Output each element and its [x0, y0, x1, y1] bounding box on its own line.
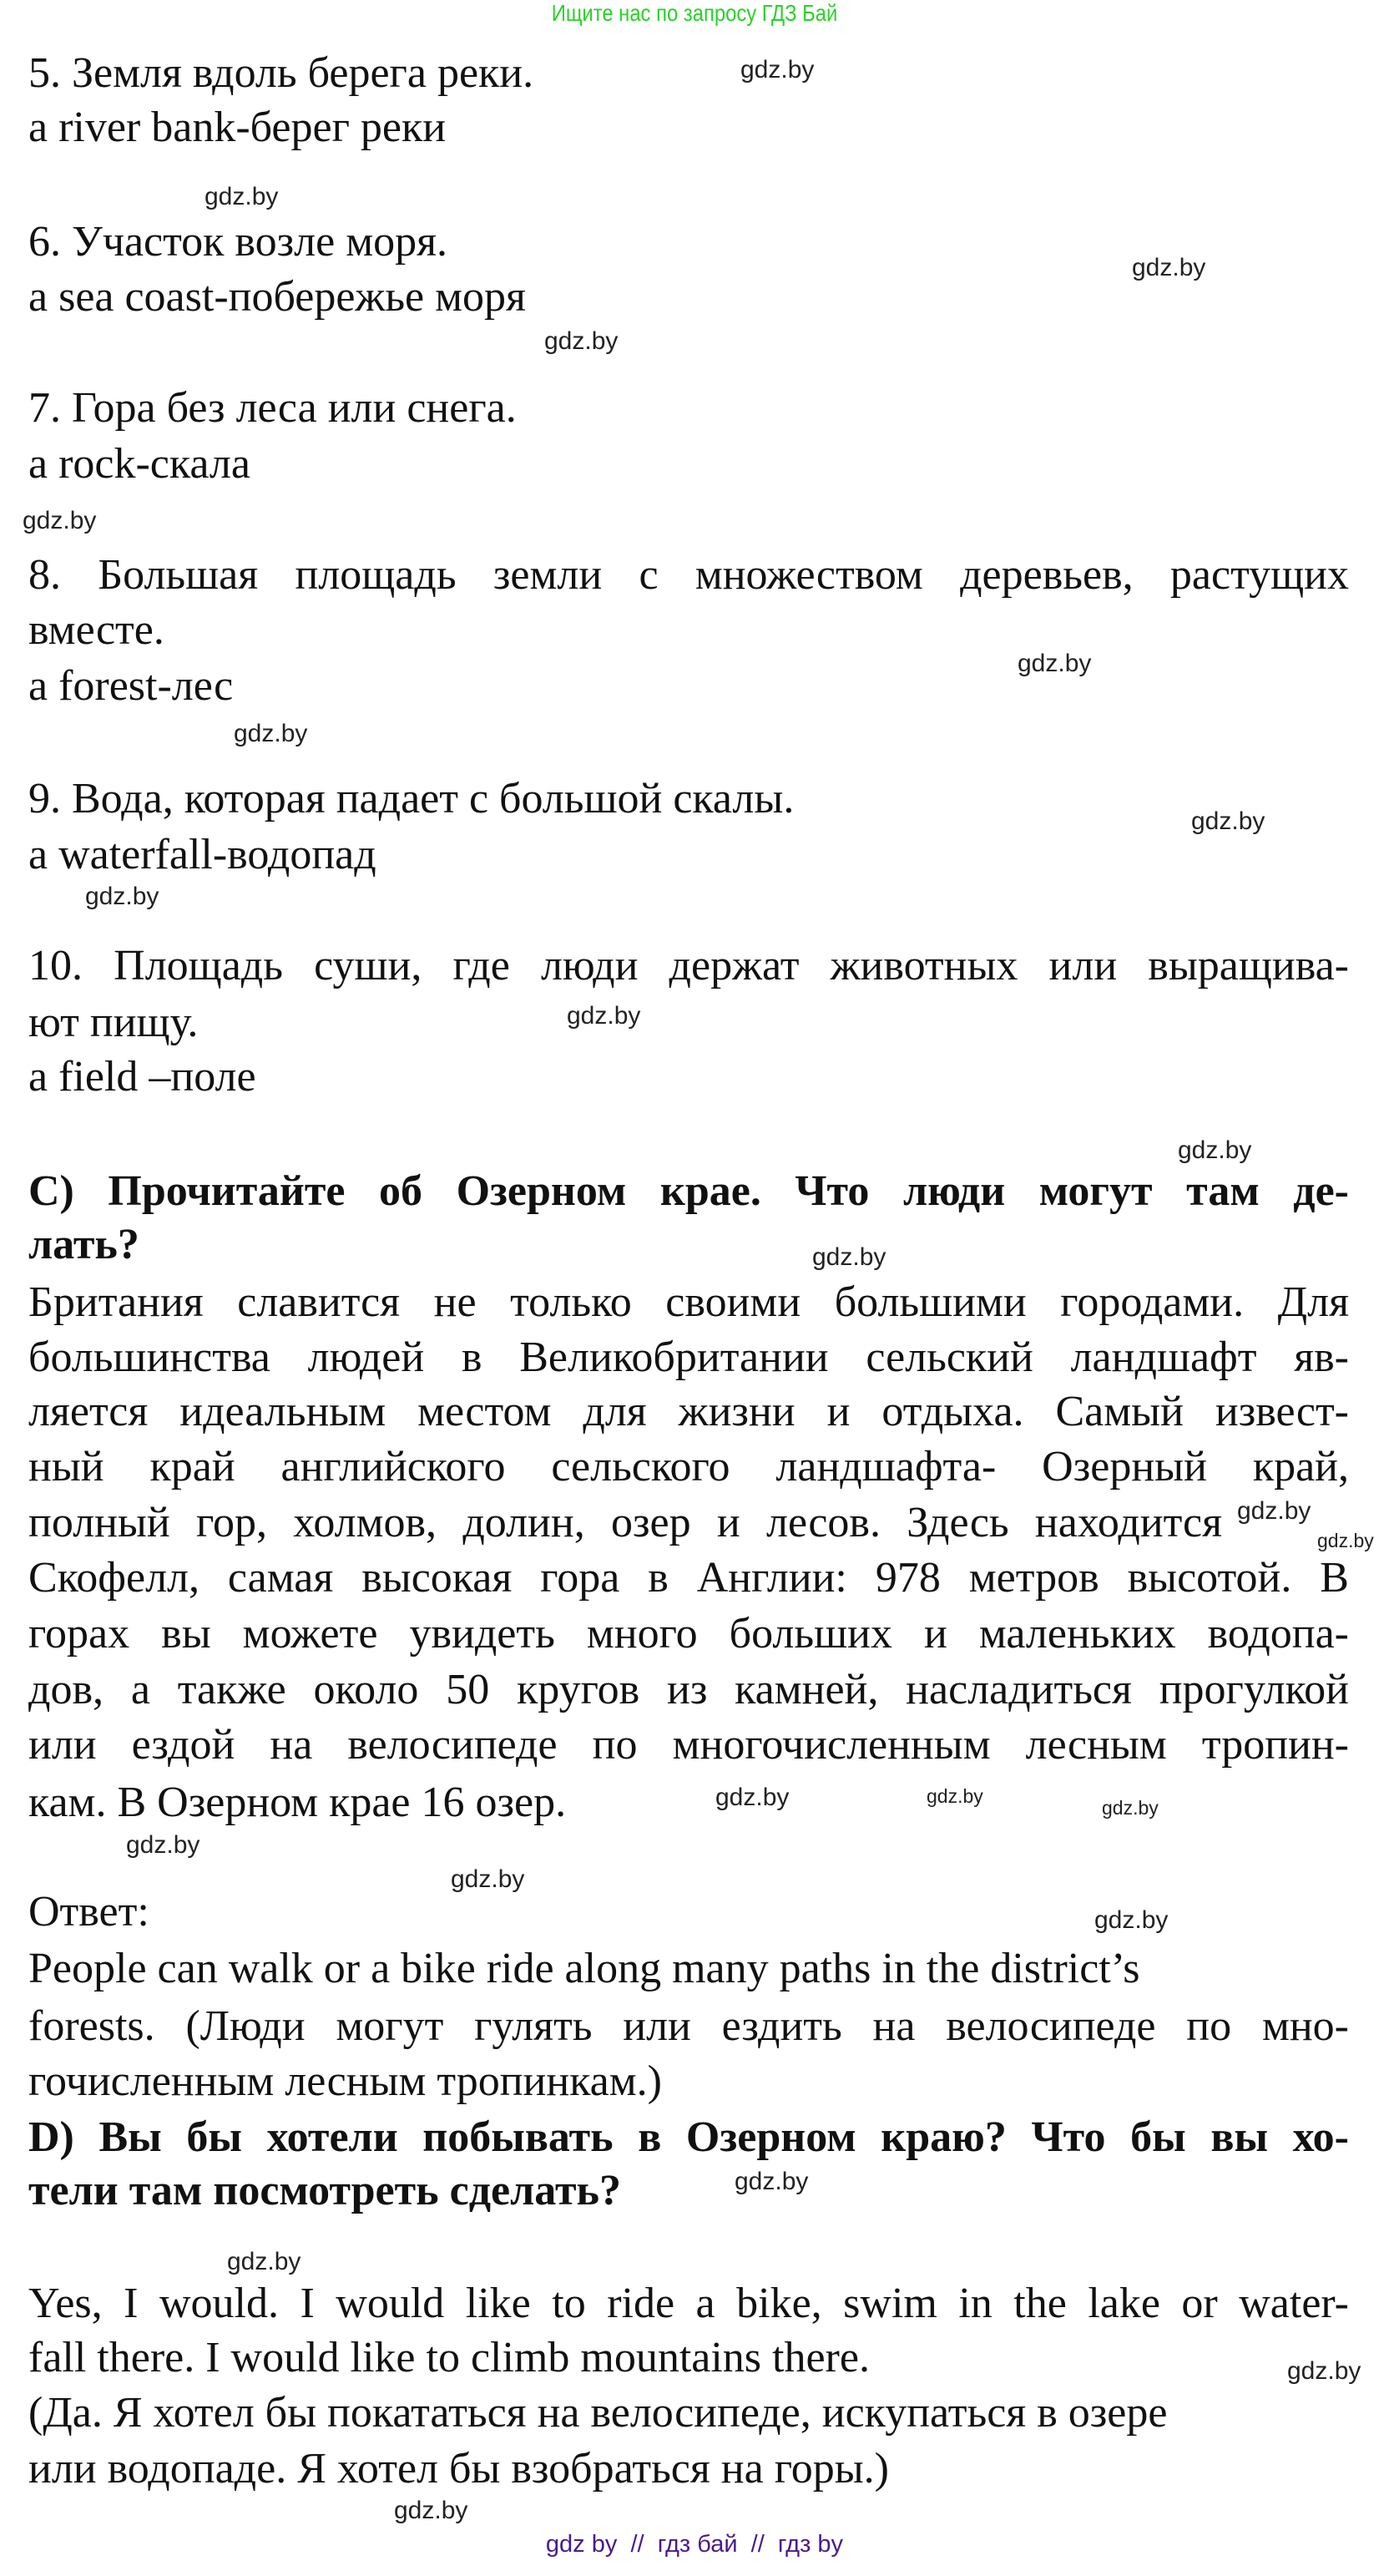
text-line: a forest-лес — [28, 662, 234, 710]
watermark: gdz.by — [23, 507, 97, 534]
text-line: a rock-скала — [28, 440, 250, 488]
text-line: Британия славится не только своими большими городами. Для — [28, 1278, 1349, 1326]
watermark: gdz.by — [394, 2497, 468, 2524]
watermark: gdz.by — [85, 883, 159, 910]
text-line: гочисленным лесным тропинкам.) — [28, 2057, 662, 2105]
text-line: горах вы можете увидеть много больших и маленьких водопа- — [28, 1610, 1349, 1657]
watermark: gdz.by — [1178, 1136, 1252, 1164]
watermark: gdz.by — [735, 2168, 809, 2195]
section-d-heading: тели там посмотреть сделать? — [28, 2167, 621, 2214]
answer-label: Ответ: — [28, 1888, 149, 1936]
watermark: gdz.by — [1132, 254, 1206, 281]
watermark: gdz.by — [227, 2248, 301, 2275]
text-line: полный гор, холмов, долин, озер и лесов. Здесь находится — [28, 1499, 1222, 1546]
text-line: a waterfall-водопад — [28, 831, 376, 878]
text-line: кам. В Озерном крае 16 озер. — [28, 1779, 567, 1826]
text-line: Скофелл, самая высокая гора в Англии: 978 метров высотой. В — [28, 1554, 1349, 1602]
text-line: a river bank-берег реки — [28, 104, 447, 151]
text-line: 6. Участок возле моря. — [28, 218, 448, 266]
text-line: 7. Гора без леса или снега. — [28, 384, 517, 432]
text-line: forests. (Люди могут гулять или ездить на велосипеде по мно- — [28, 2002, 1349, 2050]
watermark: gdz.by — [927, 1785, 983, 1807]
text-line: a field –поле — [28, 1053, 256, 1101]
site-footer: gdz by // гдз бай // гдз by — [545, 2531, 844, 2558]
watermark: gdz.by — [1102, 1797, 1159, 1819]
watermark: gdz.by — [1317, 1530, 1374, 1551]
section-c-heading: лать? — [28, 1221, 139, 1268]
text-line: People can walk or a bike ride along many paths in the district’s — [28, 1945, 1140, 1992]
section-d-heading: D) Вы бы хотели побывать в Озерном краю? Что бы вы хо- — [28, 2113, 1349, 2161]
watermark: gdz.by — [812, 1243, 886, 1271]
watermark: gdz.by — [715, 1784, 790, 1811]
text-line: 5. Земля вдоль берега реки. — [28, 49, 534, 97]
text-line: или водопаде. Я хотел бы взобраться на горы.) — [28, 2445, 889, 2492]
watermark: gdz.by — [1237, 1497, 1311, 1525]
text-line: 9. Вода, которая падает с большой скалы. — [28, 775, 795, 822]
text-line: a sea coast-побережье моря — [28, 273, 526, 321]
text-line: вместе. — [28, 606, 164, 654]
text-line: Yes, I would. I would like to ride a bike, swim in the lake or water- — [28, 2280, 1349, 2327]
text-line: (Да. Я хотел бы покататься на велосипеде, искупаться в озере — [28, 2389, 1168, 2437]
watermark: gdz.by — [1094, 1906, 1169, 1934]
text-line: ляется идеальным местом для жизни и отдыха. Самый извест- — [28, 1388, 1349, 1435]
text-line: 8. Большая площадь земли с множеством деревьев, растущих — [28, 551, 1349, 599]
text-line: дов, а также около 50 кругов из камней, насладиться прогулкой — [28, 1666, 1349, 1713]
text-line: большинства людей в Великобритании сельский ландшафт яв- — [28, 1334, 1349, 1381]
watermark: gdz.by — [1287, 2357, 1361, 2385]
watermark: gdz.by — [234, 720, 308, 747]
search-hint-header: Ищите нас по запросу ГДЗ Бай — [551, 0, 838, 26]
watermark: gdz.by — [1018, 650, 1092, 677]
text-line: 10. Площадь суши, где люди держат животных или выращива- — [28, 942, 1349, 989]
watermark: gdz.by — [451, 1865, 525, 1893]
watermark: gdz.by — [567, 1002, 641, 1030]
text-line: ный край английского сельского ландшафта- Озерный край, — [28, 1443, 1349, 1490]
watermark: gdz.by — [740, 56, 815, 84]
watermark: gdz.by — [126, 1831, 200, 1859]
watermark: gdz.by — [1191, 807, 1265, 835]
text-line: fall there. I would like to climb mountains there. — [28, 2334, 870, 2381]
text-line: ют пищу. — [28, 999, 199, 1046]
text-line: или ездой на велосипеде по многочисленным лесным тропин- — [28, 1721, 1349, 1769]
section-c-heading: C) Прочитайте об Озерном крае. Что люди могут там де- — [28, 1167, 1349, 1215]
watermark: gdz.by — [205, 183, 279, 210]
watermark: gdz.by — [544, 327, 619, 355]
